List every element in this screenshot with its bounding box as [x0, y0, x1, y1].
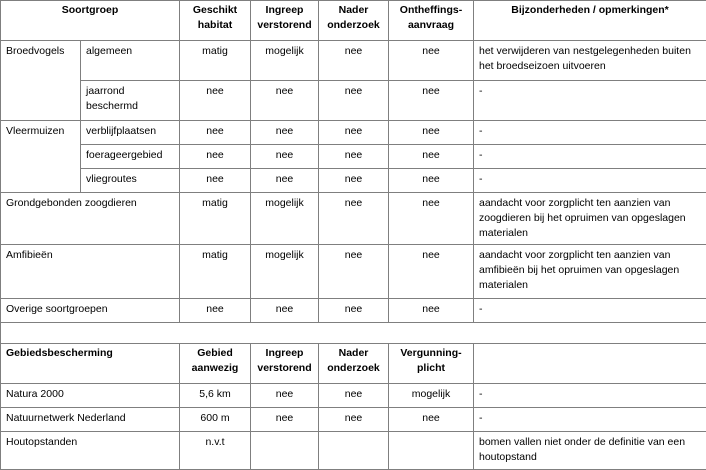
subgroup-flight-routes: vliegroutes — [81, 169, 180, 193]
research-value: nee — [319, 121, 389, 145]
group-bats: Vleermuizen — [1, 121, 81, 193]
remarks-value: - — [474, 169, 706, 193]
intervention-value: nee — [251, 169, 319, 193]
remarks-value: - — [474, 121, 706, 145]
table-row — [1, 41, 706, 81]
remarks-value: bomen vallen niet onder de definitie van een houtopstand — [474, 432, 706, 470]
subgroup-year-round: jaarrond beschermd — [81, 81, 180, 121]
exemption-value: nee — [389, 245, 474, 299]
intervention-value: nee — [251, 408, 319, 432]
table-row — [1, 384, 706, 408]
group-other: Overige soortgroepen — [1, 299, 180, 323]
intervention-value: nee — [251, 384, 319, 408]
area-natura-2000: Natura 2000 — [1, 384, 180, 408]
separator-row — [1, 323, 706, 344]
empty-cell — [319, 432, 389, 470]
table-row — [1, 193, 706, 245]
present-value: 600 m — [180, 408, 251, 432]
exemption-value: nee — [389, 121, 474, 145]
exemption-value: nee — [389, 41, 474, 81]
header-area-protection: Gebiedsbescherming — [1, 344, 180, 384]
intervention-value: mogelijk — [251, 245, 319, 299]
research-value: nee — [319, 299, 389, 323]
exemption-value: nee — [389, 81, 474, 121]
header-area-permit: Vergunning-plicht — [389, 344, 474, 384]
habitat-value: nee — [180, 145, 251, 169]
table-row — [1, 145, 706, 169]
header-area-research: Nader onderzoek — [319, 344, 389, 384]
habitat-value: matig — [180, 41, 251, 81]
research-value: nee — [319, 145, 389, 169]
intervention-value: mogelijk — [251, 193, 319, 245]
header-area-present: Gebied aanwezig — [180, 344, 251, 384]
research-value: nee — [319, 169, 389, 193]
table-row — [1, 432, 706, 470]
remarks-value: - — [474, 81, 706, 121]
table-row — [1, 81, 706, 121]
empty-cell — [251, 432, 319, 470]
intervention-value: nee — [251, 145, 319, 169]
exemption-value: nee — [389, 145, 474, 169]
header-research: Nader onderzoek — [319, 1, 389, 41]
habitat-value: nee — [180, 81, 251, 121]
research-value: nee — [319, 245, 389, 299]
header-area-intervention: Ingreep verstorend — [251, 344, 319, 384]
group-breeding-birds: Broedvogels — [1, 41, 81, 121]
table-row — [1, 245, 706, 299]
header-remarks: Bijzonderheden / opmerkingen* — [474, 1, 706, 41]
remarks-value: aandacht voor zorgplicht ten aanzien van zoogdieren bij het opruimen van opgeslagen materialen — [474, 193, 706, 245]
habitat-value: nee — [180, 121, 251, 145]
subgroup-roosts: verblijfplaatsen — [81, 121, 180, 145]
remarks-value: - — [474, 408, 706, 432]
research-value: nee — [319, 41, 389, 81]
area-header-row — [1, 344, 706, 384]
habitat-value: nee — [180, 169, 251, 193]
intervention-value: nee — [251, 299, 319, 323]
group-ground-mammals: Grondgebonden zoogdieren — [1, 193, 180, 245]
remarks-value: het verwijderen van nestgelegenheden buiten het broedseizoen uitvoeren — [474, 41, 706, 81]
area-natuurnetwerk: Natuurnetwerk Nederland — [1, 408, 180, 432]
table-row — [1, 121, 706, 145]
present-value: n.v.t — [180, 432, 251, 470]
research-value: nee — [319, 384, 389, 408]
header-habitat: Geschikt habitat — [180, 1, 251, 41]
empty-cell — [389, 432, 474, 470]
permit-value: mogelijk — [389, 384, 474, 408]
header-exemption: Ontheffings-aanvraag — [389, 1, 474, 41]
table-row — [1, 169, 706, 193]
intervention-value: mogelijk — [251, 41, 319, 81]
remarks-value: - — [474, 299, 706, 323]
species-header-row — [1, 1, 706, 41]
research-value: nee — [319, 408, 389, 432]
remarks-value: - — [474, 384, 706, 408]
habitat-value: matig — [180, 245, 251, 299]
permit-value: nee — [389, 408, 474, 432]
subgroup-foraging: foerageergebied — [81, 145, 180, 169]
header-area-remarks-empty — [474, 344, 706, 384]
separator-cell — [1, 323, 706, 344]
area-houtopstanden: Houtopstanden — [1, 432, 180, 470]
subgroup-general: algemeen — [81, 41, 180, 81]
remarks-value: aandacht voor zorgplicht ten aanzien van amfibieën bij het opruimen van opgeslagen materialen — [474, 245, 706, 299]
exemption-value: nee — [389, 193, 474, 245]
remarks-value: - — [474, 145, 706, 169]
table-row — [1, 299, 706, 323]
research-value: nee — [319, 193, 389, 245]
exemption-value: nee — [389, 169, 474, 193]
intervention-value: nee — [251, 121, 319, 145]
habitat-value: matig — [180, 193, 251, 245]
table-row — [1, 408, 706, 432]
exemption-value: nee — [389, 299, 474, 323]
habitat-value: nee — [180, 299, 251, 323]
present-value: 5,6 km — [180, 384, 251, 408]
header-species-group: Soortgroep — [1, 1, 180, 41]
group-amphibians: Amfibieën — [1, 245, 180, 299]
intervention-value: nee — [251, 81, 319, 121]
research-value: nee — [319, 81, 389, 121]
header-intervention: Ingreep verstorend — [251, 1, 319, 41]
